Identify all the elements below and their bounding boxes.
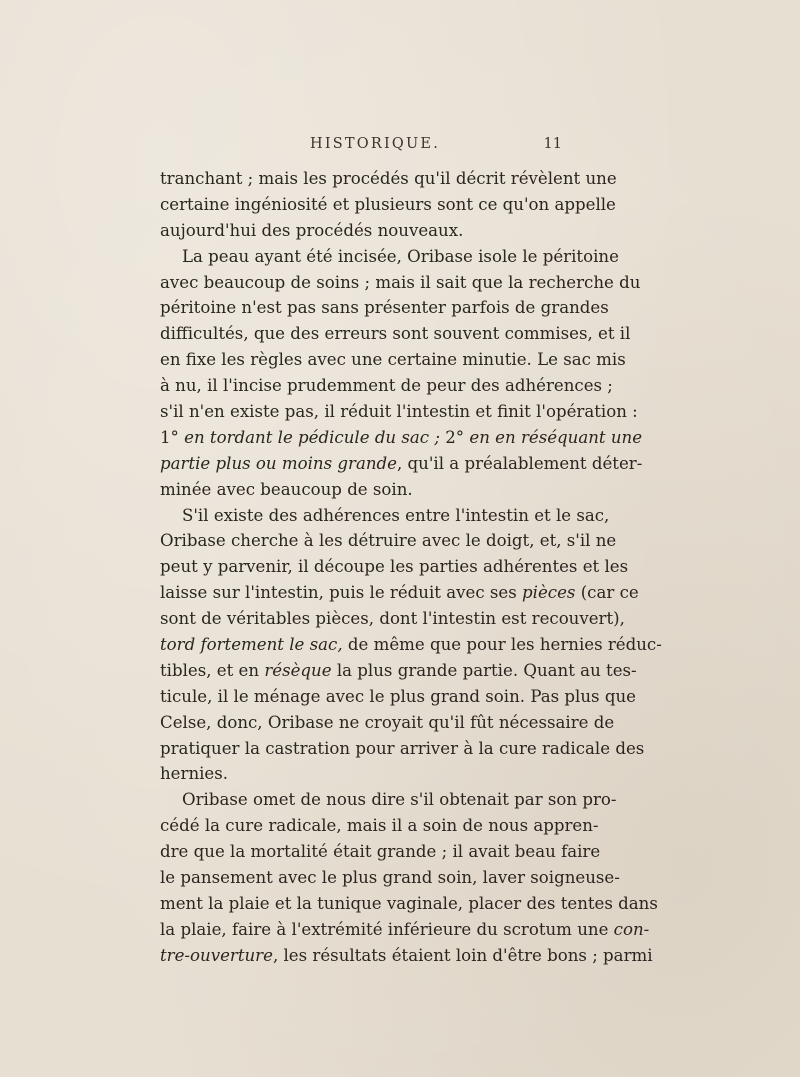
italic-text: en en réséquant une bbox=[469, 427, 643, 447]
text-line bbox=[160, 528, 617, 554]
text-line bbox=[160, 321, 631, 347]
text-segment: 2° bbox=[439, 427, 470, 447]
text-segment: Oribase omet de nous dire s'il obtenait par son pro- bbox=[182, 790, 617, 810]
text-segment: hernies. bbox=[160, 764, 229, 784]
text-segment: la plaie, faire à l'extrémité inférieure du scrotum une bbox=[160, 919, 614, 939]
text-line bbox=[160, 736, 645, 762]
italic-text: résèque bbox=[264, 660, 332, 680]
text-line bbox=[160, 580, 639, 606]
text-segment: Celse, donc, Oribase ne croyait qu'il fût nécessaire de bbox=[160, 712, 615, 732]
text-line bbox=[160, 477, 562, 503]
text-segment: La peau ayant été incisée, Oribase isole le péritoine bbox=[182, 246, 619, 266]
text-line bbox=[160, 503, 610, 529]
running-title: HISTORIQUE. bbox=[310, 136, 441, 152]
text-segment: le pansement avec le plus grand soin, laver soigneuse- bbox=[160, 868, 620, 888]
text-line bbox=[160, 373, 613, 399]
text-segment: la plus grande partie. Quant au tes- bbox=[331, 660, 637, 680]
text-segment: minée avec beaucoup de soin. bbox=[160, 479, 413, 499]
text-segment: dre que la mortalité était grande ; il avait beau faire bbox=[160, 842, 601, 862]
text-segment: tibles, et en bbox=[160, 660, 265, 680]
text-segment: , qu'il a préalablement déter- bbox=[396, 453, 643, 473]
text-segment: , les résultats étaient loin d'être bons ; parmi bbox=[272, 945, 653, 965]
text-segment: cédé la cure radicale, mais il a soin de nous appren- bbox=[160, 816, 599, 836]
text-line bbox=[160, 917, 650, 943]
page-header bbox=[160, 136, 562, 158]
text-line bbox=[160, 865, 620, 891]
text-segment: Oribase cherche à les détruire avec le doigt, et, s'il ne bbox=[160, 531, 617, 551]
text-line bbox=[160, 554, 629, 580]
text-segment: peut y parvenir, il découpe les parties adhérentes et les bbox=[160, 557, 629, 577]
italic-text: tre-ouverture bbox=[160, 945, 273, 965]
text-line bbox=[160, 270, 641, 296]
text-segment: ment la plaie et la tunique vaginale, placer des tentes dans bbox=[160, 893, 658, 913]
text-line bbox=[160, 399, 638, 425]
text-line bbox=[160, 632, 662, 658]
text-line bbox=[160, 244, 619, 270]
body-text bbox=[160, 166, 662, 969]
italic-text: en tordant le pédicule du sac ; bbox=[184, 427, 440, 447]
text-segment: sont de véritables pièces, dont l'intestin est recouvert), bbox=[160, 609, 625, 629]
text-line bbox=[160, 710, 615, 736]
text-segment: aujourd'hui des procédés nouveaux. bbox=[160, 220, 464, 240]
text-line bbox=[160, 761, 562, 787]
text-segment: certaine ingéniosité et plusieurs sont ce qu'on appelle bbox=[160, 194, 616, 214]
text-line bbox=[160, 891, 658, 917]
text-segment: (car ce bbox=[575, 583, 639, 603]
text-line bbox=[160, 347, 626, 373]
text-line bbox=[160, 192, 616, 218]
italic-text: con- bbox=[613, 919, 650, 939]
text-line bbox=[160, 295, 609, 321]
text-segment: pratiquer la castration pour arriver à la cure radicale des bbox=[160, 738, 645, 758]
text-segment: péritoine n'est pas sans présenter parfois de grandes bbox=[160, 298, 609, 318]
text-segment: difficultés, que des erreurs sont souvent commises, et il bbox=[160, 324, 631, 344]
text-line bbox=[160, 166, 617, 192]
text-line bbox=[160, 839, 601, 865]
italic-text: tord fortement le sac, bbox=[160, 635, 343, 655]
text-line bbox=[160, 787, 617, 813]
text-line bbox=[160, 684, 636, 710]
text-segment: de même que pour les hernies réduc- bbox=[342, 635, 662, 655]
text-line bbox=[160, 606, 625, 632]
italic-text: partie plus ou moins grande bbox=[160, 453, 397, 473]
text-segment: avec beaucoup de soins ; mais il sait que la recherche du bbox=[160, 272, 641, 292]
text-line bbox=[160, 425, 643, 451]
italic-text: pièces bbox=[522, 583, 576, 603]
text-line bbox=[160, 451, 643, 477]
text-segment: S'il existe des adhérences entre l'intestin et le sac, bbox=[182, 505, 610, 525]
text-segment: ticule, il le ménage avec le plus grand soin. Pas plus que bbox=[160, 686, 636, 706]
text-segment: 1° bbox=[160, 427, 185, 447]
text-segment: tranchant ; mais les procédés qu'il décrit révèlent une bbox=[160, 169, 617, 188]
text-line bbox=[160, 943, 653, 969]
text-segment: à nu, il l'incise prudemment de peur des adhérences ; bbox=[160, 376, 613, 396]
text-segment: s'il n'en existe pas, il réduit l'intestin et finit l'opération : bbox=[160, 402, 638, 422]
text-segment: laisse sur l'intestin, puis le réduit avec ses bbox=[160, 583, 523, 603]
text-line bbox=[160, 658, 637, 684]
text-segment: en fixe les règles avec une certaine minutie. Le sac mis bbox=[160, 350, 626, 370]
text-line bbox=[160, 218, 562, 244]
text-line bbox=[160, 813, 599, 839]
page-number: 11 bbox=[543, 136, 562, 152]
